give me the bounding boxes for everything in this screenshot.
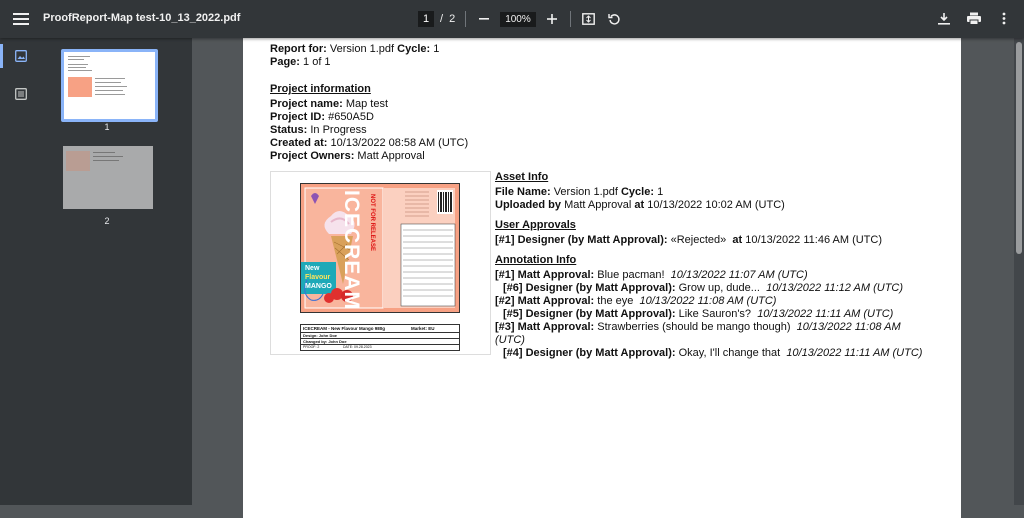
zoom-in-icon[interactable] xyxy=(544,11,560,27)
document-title: ProofReport-Map test-10_13_2022.pdf xyxy=(43,12,241,24)
flavour-line: Flavour xyxy=(305,274,331,281)
thumb-text-line xyxy=(93,156,123,157)
artwork-proof: PROOF: 2 xyxy=(303,345,320,349)
pdf-page xyxy=(243,38,961,518)
outline-view-icon[interactable] xyxy=(15,87,27,105)
uploaded-at-value: 10/13/2022 10:02 AM (UTC) xyxy=(647,199,785,211)
thumb-text-line xyxy=(95,82,121,83)
cycle-value: 1 xyxy=(433,43,440,55)
annotation-text: Blue pacman! xyxy=(597,269,665,281)
annotation-item xyxy=(495,269,808,282)
file-name-value: Version 1.pdf xyxy=(553,186,618,198)
status-line xyxy=(270,124,367,137)
more-options-icon[interactable] xyxy=(996,10,1012,26)
thumb-text-line xyxy=(68,56,90,57)
thumb-text-line xyxy=(68,67,86,68)
thumbnail-label-1: 1 xyxy=(104,122,110,132)
annotation-text: Like Sauron's? xyxy=(678,308,752,320)
thumb-text-line xyxy=(95,78,125,79)
artwork-market: Market: EU xyxy=(411,326,435,331)
approval-status: «Rejected» xyxy=(670,234,727,246)
toolbar-divider xyxy=(465,11,466,27)
status-value: In Progress xyxy=(310,124,367,136)
project-heading: Project information xyxy=(270,83,371,95)
file-name-label: File Name: xyxy=(495,186,551,198)
annotation-text: Strawberries (should be mango though) xyxy=(597,321,791,333)
page-number-input[interactable] xyxy=(418,11,434,27)
approvals-heading: User Approvals xyxy=(495,219,576,231)
print-icon[interactable] xyxy=(966,10,982,26)
annotation-time-wrap: (UTC) xyxy=(495,334,525,346)
page-thumbnail-1[interactable] xyxy=(61,49,158,122)
thumbnail-sidebar xyxy=(0,38,192,505)
uploaded-line xyxy=(495,199,785,212)
thumbnail-label-2: 2 xyxy=(104,216,110,226)
uploaded-by-value: Matt Approval xyxy=(564,199,632,211)
table-divider xyxy=(301,344,459,345)
owners-label: Project Owners: xyxy=(270,150,355,162)
annotations-heading: Annotation Info xyxy=(495,254,577,266)
thumb-text-line xyxy=(68,64,88,65)
project-id-label: Project ID: xyxy=(270,111,326,123)
thumb-text-line xyxy=(93,152,115,153)
artwork-flavour-text xyxy=(305,264,332,291)
toolbar-actions xyxy=(936,10,1012,26)
page-total: 2 xyxy=(449,13,456,25)
annotation-who: [#2] Matt Approval: xyxy=(495,295,595,307)
artwork-brand-text: ICECREAM xyxy=(340,190,363,311)
annotation-who: [#1] Matt Approval: xyxy=(495,269,595,281)
thumb-artwork xyxy=(68,77,92,97)
thumb-artwork xyxy=(66,151,90,171)
annotation-who: [#3] Matt Approval: xyxy=(495,321,595,333)
thumb-text-line xyxy=(68,59,84,60)
project-id-line xyxy=(270,111,374,124)
page-thumbnail-2[interactable] xyxy=(63,146,153,209)
icecream-illustration xyxy=(301,184,459,312)
flavour-line: New xyxy=(305,265,320,272)
created-line xyxy=(270,137,468,150)
project-id-value: #650A5D xyxy=(328,111,374,123)
annotation-who: [#4] Designer (by Matt Approval): xyxy=(503,347,676,359)
toolbar-divider xyxy=(570,11,571,27)
project-name-line xyxy=(270,98,388,111)
approval-who: [#1] Designer (by Matt Approval): xyxy=(495,234,668,246)
artwork-tag-text: NOT FOR RELEASE xyxy=(369,194,375,252)
project-name-value: Map test xyxy=(345,98,388,110)
annotation-time: 10/13/2022 11:07 AM (UTC) xyxy=(670,269,808,281)
project-name-label: Project name: xyxy=(270,98,343,110)
artwork-info-table xyxy=(300,324,460,351)
viewer-scrollbar[interactable] xyxy=(1014,38,1024,505)
active-indicator xyxy=(0,44,3,68)
annotation-time: 10/13/2022 11:11 AM (UTC) xyxy=(786,347,923,359)
annotation-who: [#5] Designer (by Matt Approval): xyxy=(503,308,676,320)
annotation-text: the eye xyxy=(597,295,634,307)
page-label: Page: xyxy=(270,56,300,68)
annotation-item xyxy=(503,347,922,360)
annotation-time: 10/13/2022 11:08 AM xyxy=(796,321,901,333)
thumb-text-line xyxy=(93,160,119,161)
created-value: 10/13/2022 08:58 AM (UTC) xyxy=(330,137,469,149)
thumb-text-line xyxy=(68,70,92,71)
report-for-value: Version 1.pdf xyxy=(329,43,395,55)
page-value: 1 of 1 xyxy=(303,56,331,68)
thumb-text-line xyxy=(95,90,123,91)
zoom-out-icon[interactable] xyxy=(476,11,492,27)
approval-item xyxy=(495,234,882,247)
icecream-label-artwork xyxy=(300,183,460,313)
asset-cycle-value: 1 xyxy=(657,186,664,198)
asset-cycle-label: Cycle: xyxy=(620,186,655,198)
annotation-item xyxy=(503,282,903,295)
created-label: Created at: xyxy=(270,137,328,149)
annotation-time: 10/13/2022 11:12 AM (UTC) xyxy=(766,282,904,294)
page-separator: / xyxy=(440,13,444,25)
file-name-line xyxy=(495,186,663,199)
page-zoom-controls xyxy=(418,9,623,29)
thumb-text-line xyxy=(95,86,127,87)
uploaded-at-label: at xyxy=(634,199,645,211)
fit-to-page-icon[interactable] xyxy=(581,11,597,27)
annotation-item xyxy=(503,308,893,321)
artwork-changed: Changed by: John Doe xyxy=(303,339,347,344)
cycle-label: Cycle: xyxy=(397,43,431,55)
annotation-who: [#6] Designer (by Matt Approval): xyxy=(503,282,676,294)
owners-line xyxy=(270,150,425,163)
annotation-time: 10/13/2022 11:08 AM (UTC) xyxy=(639,295,777,307)
rotate-icon[interactable] xyxy=(607,11,623,27)
artwork-table-title: ICECREAM - New Flavour Mango 980g xyxy=(303,326,386,331)
scrollbar-thumb[interactable] xyxy=(1016,42,1022,254)
annotation-time: 10/13/2022 11:11 AM (UTC) xyxy=(757,308,894,320)
approval-at-label: at xyxy=(732,234,743,246)
thumb-text-line xyxy=(95,94,125,95)
artwork-preview xyxy=(270,171,491,355)
menu-icon[interactable] xyxy=(13,11,29,27)
annotation-item xyxy=(495,321,901,334)
uploaded-label: Uploaded by xyxy=(495,199,562,211)
approval-time: 10/13/2022 11:46 AM (UTC) xyxy=(745,234,883,246)
annotation-text: Grow up, dude... xyxy=(678,282,760,294)
annotation-item xyxy=(495,295,776,308)
artwork-design: Design: John Doe xyxy=(303,333,338,338)
owners-value: Matt Approval xyxy=(357,150,425,162)
flavour-line: MANGO xyxy=(305,283,332,290)
thumbnails-view-icon[interactable] xyxy=(15,49,27,67)
download-icon[interactable] xyxy=(936,10,952,26)
report-for-line xyxy=(270,43,439,56)
artwork-date: DATE: 09.28.2023 xyxy=(343,345,372,349)
pdf-toolbar xyxy=(0,0,1024,38)
page-line xyxy=(270,56,331,69)
asset-heading: Asset Info xyxy=(495,171,549,183)
annotation-text: Okay, I'll change that xyxy=(678,347,781,359)
zoom-level[interactable]: 100% xyxy=(500,12,536,27)
status-label: Status: xyxy=(270,124,308,136)
report-for-label: Report for: xyxy=(270,43,327,55)
sidebar-rail xyxy=(0,38,42,505)
